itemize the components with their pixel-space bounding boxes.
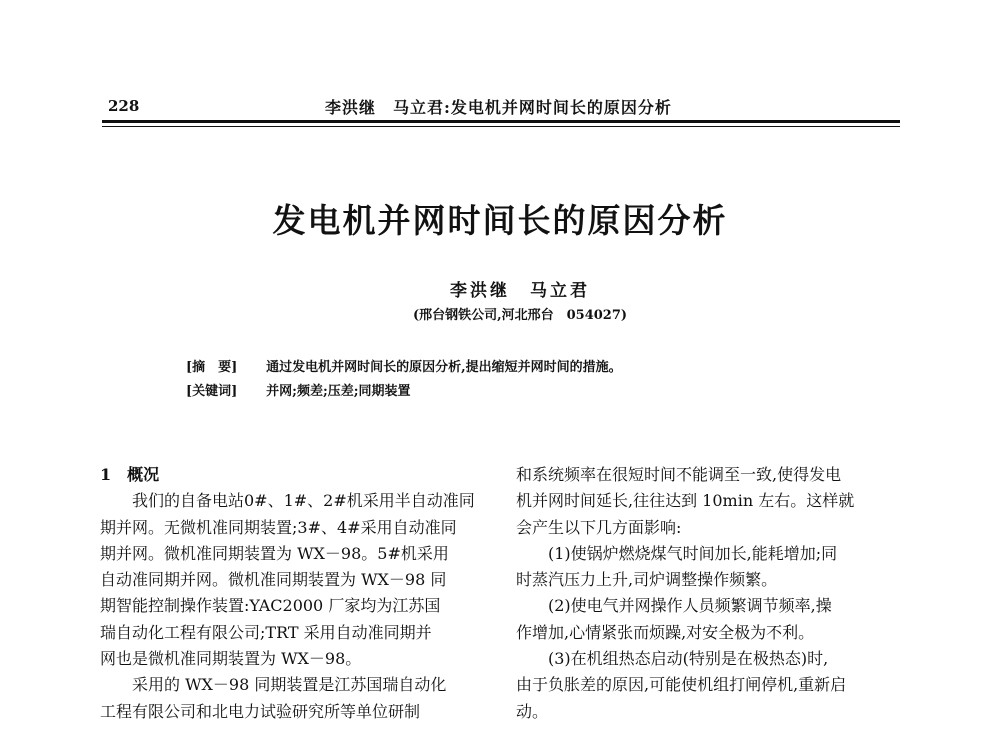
article-authors: 李洪继 马立君 — [450, 281, 590, 301]
body-line: 期智能控制操作装置:YAC2000 厂家均为江苏国 — [100, 596, 441, 616]
body-line: 期并网。无微机准同期装置;3#、4#采用自动准同 — [100, 517, 457, 537]
body-line: 自动准同期并网。微机准同期装置为 WX－98 同 — [100, 570, 447, 590]
article-affiliation: (邢台钢铁公司,河北邢台 054027) — [412, 308, 628, 323]
right-column — [516, 462, 902, 725]
body-line: 我们的自备电站0#、1#、2#机采用半自动准同 — [132, 491, 475, 511]
body-line: 作增加,心情紧张而烦躁,对安全极为不利。 — [516, 622, 815, 642]
body-line: (3)在机组热态启动(特别是在极热态)时, — [548, 649, 829, 669]
body-line: 机并网时间延长,往往达到 10min 左右。这样就 — [516, 491, 855, 511]
abstract — [186, 356, 622, 375]
section-heading: 1 概况 — [100, 465, 160, 484]
body-line: 工程有限公司和北电力试验研究所等单位研制 — [100, 701, 421, 721]
body-line: (2)使电气并网操作人员频繁调节频率,操 — [548, 596, 832, 616]
body-line: 和系统频率在很短时间不能调至一致,使得发电 — [516, 465, 842, 484]
body-line: 期并网。微机准同期装置为 WX－98。5#机采用 — [100, 543, 449, 563]
abstract-label: [摘 要] — [186, 360, 238, 375]
left-column — [100, 462, 480, 725]
body-line: 采用的 WX－98 同期装置是江苏国瑞自动化 — [132, 675, 447, 695]
keywords — [186, 380, 411, 399]
header-rule-thin — [102, 126, 900, 127]
page-number: 228 — [108, 97, 140, 115]
article-title: 发电机并网时间长的原因分析 — [272, 201, 728, 240]
body-line: 时蒸汽压力上升,司炉调整操作频繁。 — [516, 570, 778, 590]
body-line: 网也是微机准同期装置为 WX－98。 — [100, 649, 362, 669]
header-rule-thick — [102, 120, 900, 123]
abstract-text: 通过发电机并网时间长的原因分析,提出缩短并网时间的措施。 — [266, 360, 622, 375]
body-line: 瑞自动化工程有限公司;TRT 采用自动准同期并 — [100, 622, 432, 642]
body-line: (1)使锅炉燃烧煤气时间加长,能耗增加;同 — [548, 543, 838, 563]
keywords-label: [关键词] — [186, 384, 238, 399]
running-head: 李洪继 马立君:发电机并网时间长的原因分析 — [325, 98, 672, 117]
body-line: 会产生以下几方面影响: — [516, 517, 682, 537]
body-line: 由于负胀差的原因,可能使机组打闸停机,重新启 — [516, 675, 847, 695]
body-line: 动。 — [516, 701, 549, 721]
keywords-text: 并网;频差;压差;同期装置 — [266, 384, 411, 399]
